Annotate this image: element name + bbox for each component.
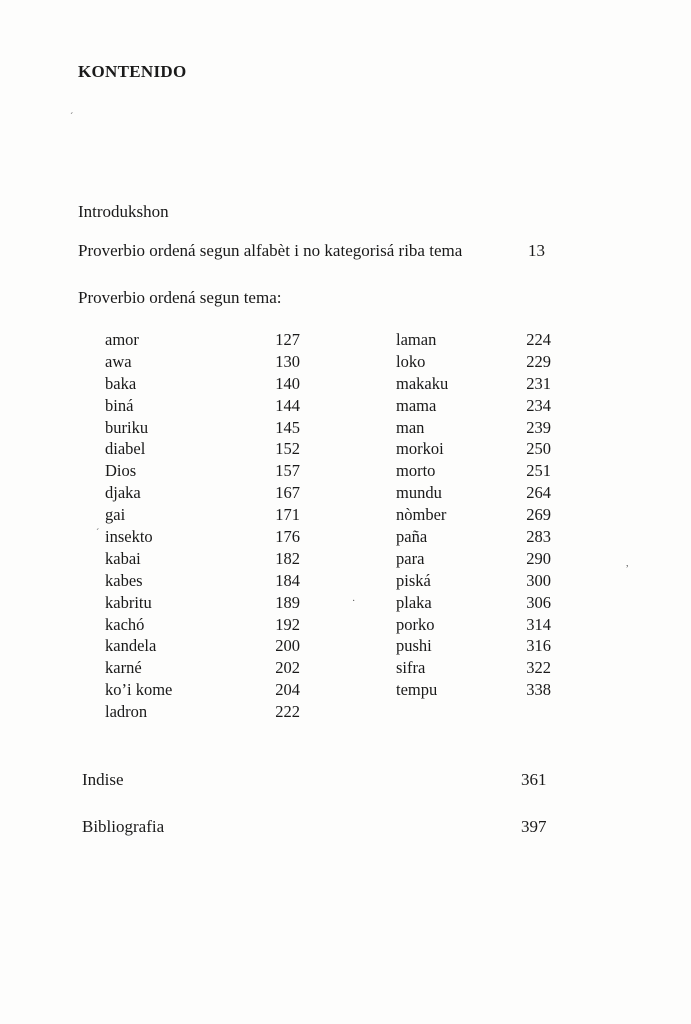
theme-term: makaku [396, 373, 449, 393]
theme-page-number: 192 [275, 614, 300, 634]
theme-row [396, 504, 551, 526]
theme-page-number: 204 [275, 680, 300, 700]
theme-term: porko [396, 614, 435, 634]
theme-term: tempu [396, 680, 438, 700]
theme-term: morkoi [396, 439, 444, 459]
theme-page-number: 239 [526, 417, 551, 437]
theme-row [396, 614, 551, 636]
theme-term: djaka [105, 483, 141, 503]
theme-term: kabritu [105, 592, 152, 612]
theme-row [396, 373, 551, 395]
theme-term: piská [396, 570, 431, 590]
theme-term: baka [105, 373, 137, 393]
theme-row [105, 548, 300, 570]
theme-term: paña [396, 527, 428, 547]
theme-page-number: 130 [275, 351, 300, 371]
toc-entry-index: Indise [82, 770, 124, 789]
theme-page-number: 251 [526, 461, 551, 481]
theme-page-number: 202 [275, 658, 300, 678]
theme-row [105, 417, 300, 439]
theme-page-number: 184 [275, 570, 300, 590]
theme-row [396, 351, 551, 373]
toc-entry-introduction: Introdukshon [78, 202, 169, 221]
theme-page-number: 306 [526, 592, 551, 612]
theme-page-number: 264 [526, 483, 551, 503]
theme-row [105, 526, 300, 548]
theme-term: ko’i kome [105, 680, 173, 700]
theme-row [396, 548, 551, 570]
theme-page-number: 338 [526, 680, 551, 700]
theme-row [105, 657, 300, 679]
theme-term: mundu [396, 483, 442, 503]
theme-term: para [396, 548, 425, 568]
theme-page-number: 234 [526, 395, 551, 415]
theme-page-number: 140 [275, 373, 300, 393]
theme-page-number: 269 [526, 505, 551, 525]
theme-page-number: 250 [526, 439, 551, 459]
theme-row [396, 526, 551, 548]
scan-speck: , [626, 558, 629, 569]
theme-row [105, 592, 300, 614]
theme-term: buriku [105, 417, 149, 437]
toc-entry-bibliography: Bibliografia [82, 817, 165, 836]
theme-page-number: 314 [526, 614, 551, 634]
theme-page-number: 144 [275, 395, 300, 415]
theme-term: kabes [105, 570, 143, 590]
theme-term: diabel [105, 439, 146, 459]
theme-term: awa [105, 351, 132, 371]
theme-row [105, 329, 300, 351]
theme-page-number: 189 [275, 592, 300, 612]
theme-term: plaka [396, 592, 432, 612]
theme-page-number: 224 [526, 330, 551, 349]
page-title: KONTENIDO [78, 62, 187, 81]
toc-entry-by-theme: Proverbio ordená segun tema: [78, 288, 282, 307]
theme-row [105, 504, 300, 526]
theme-row [396, 417, 551, 439]
toc-page-bibliography: 397 [521, 817, 547, 836]
theme-term: insekto [105, 527, 153, 547]
theme-page-number: 176 [275, 527, 300, 547]
theme-page-number: 300 [526, 570, 551, 590]
toc-entry-alphabetical: Proverbio ordená segun alfabèt i no kategorisá riba tema [78, 241, 463, 260]
theme-row [396, 592, 551, 614]
theme-row [105, 570, 300, 592]
theme-row [396, 438, 551, 460]
theme-row [105, 373, 300, 395]
theme-page-number: 316 [526, 636, 551, 656]
theme-page-number: 152 [275, 439, 300, 459]
theme-row [105, 438, 300, 460]
theme-row [105, 395, 300, 417]
theme-term: laman [396, 330, 437, 349]
theme-term: gai [105, 505, 126, 525]
theme-row [396, 570, 551, 592]
theme-term: karné [105, 658, 142, 678]
theme-page-number: 145 [275, 417, 300, 437]
scan-speck: · [352, 596, 356, 607]
theme-list-right [396, 329, 551, 701]
theme-term: amor [105, 330, 139, 349]
theme-term: kandela [105, 636, 157, 656]
theme-term: kabai [105, 548, 141, 568]
theme-row [105, 460, 300, 482]
theme-row [105, 482, 300, 504]
theme-term: morto [396, 461, 436, 481]
theme-page-number: 127 [275, 330, 300, 349]
theme-page-number: 200 [275, 636, 300, 656]
theme-row [105, 679, 300, 701]
theme-row [396, 482, 551, 504]
theme-row [105, 351, 300, 373]
theme-page-number: 322 [526, 658, 551, 678]
theme-page-number: 222 [275, 702, 300, 722]
theme-row [396, 657, 551, 679]
theme-row [396, 395, 551, 417]
theme-page-number: 290 [526, 548, 551, 568]
toc-page-index: 361 [521, 770, 547, 789]
theme-term: kachó [105, 614, 145, 634]
theme-page-number: 157 [275, 461, 300, 481]
theme-page-number: 229 [526, 351, 551, 371]
theme-term: ladron [105, 702, 148, 722]
scan-speck: ´ [96, 528, 100, 539]
theme-row [396, 460, 551, 482]
theme-term: pushi [396, 636, 432, 656]
theme-page-number: 231 [526, 373, 551, 393]
theme-row [396, 329, 551, 351]
theme-page-number: 182 [275, 548, 300, 568]
theme-term: mama [396, 395, 437, 415]
theme-page-number: 283 [526, 527, 551, 547]
theme-term: nòmber [396, 505, 447, 525]
theme-term: biná [105, 395, 134, 415]
theme-row [105, 635, 300, 657]
theme-row [396, 679, 551, 701]
theme-term: Dios [105, 461, 137, 481]
theme-term: man [396, 417, 425, 437]
theme-term: loko [396, 351, 426, 371]
theme-row [396, 635, 551, 657]
theme-term: sifra [396, 658, 426, 678]
theme-list-left [105, 329, 300, 723]
theme-row [105, 614, 300, 636]
toc-page-alphabetical: 13 [528, 241, 545, 260]
theme-page-number: 171 [275, 505, 300, 525]
scan-speck: ´ [70, 112, 74, 123]
theme-row [105, 701, 300, 723]
theme-page-number: 167 [275, 483, 300, 503]
